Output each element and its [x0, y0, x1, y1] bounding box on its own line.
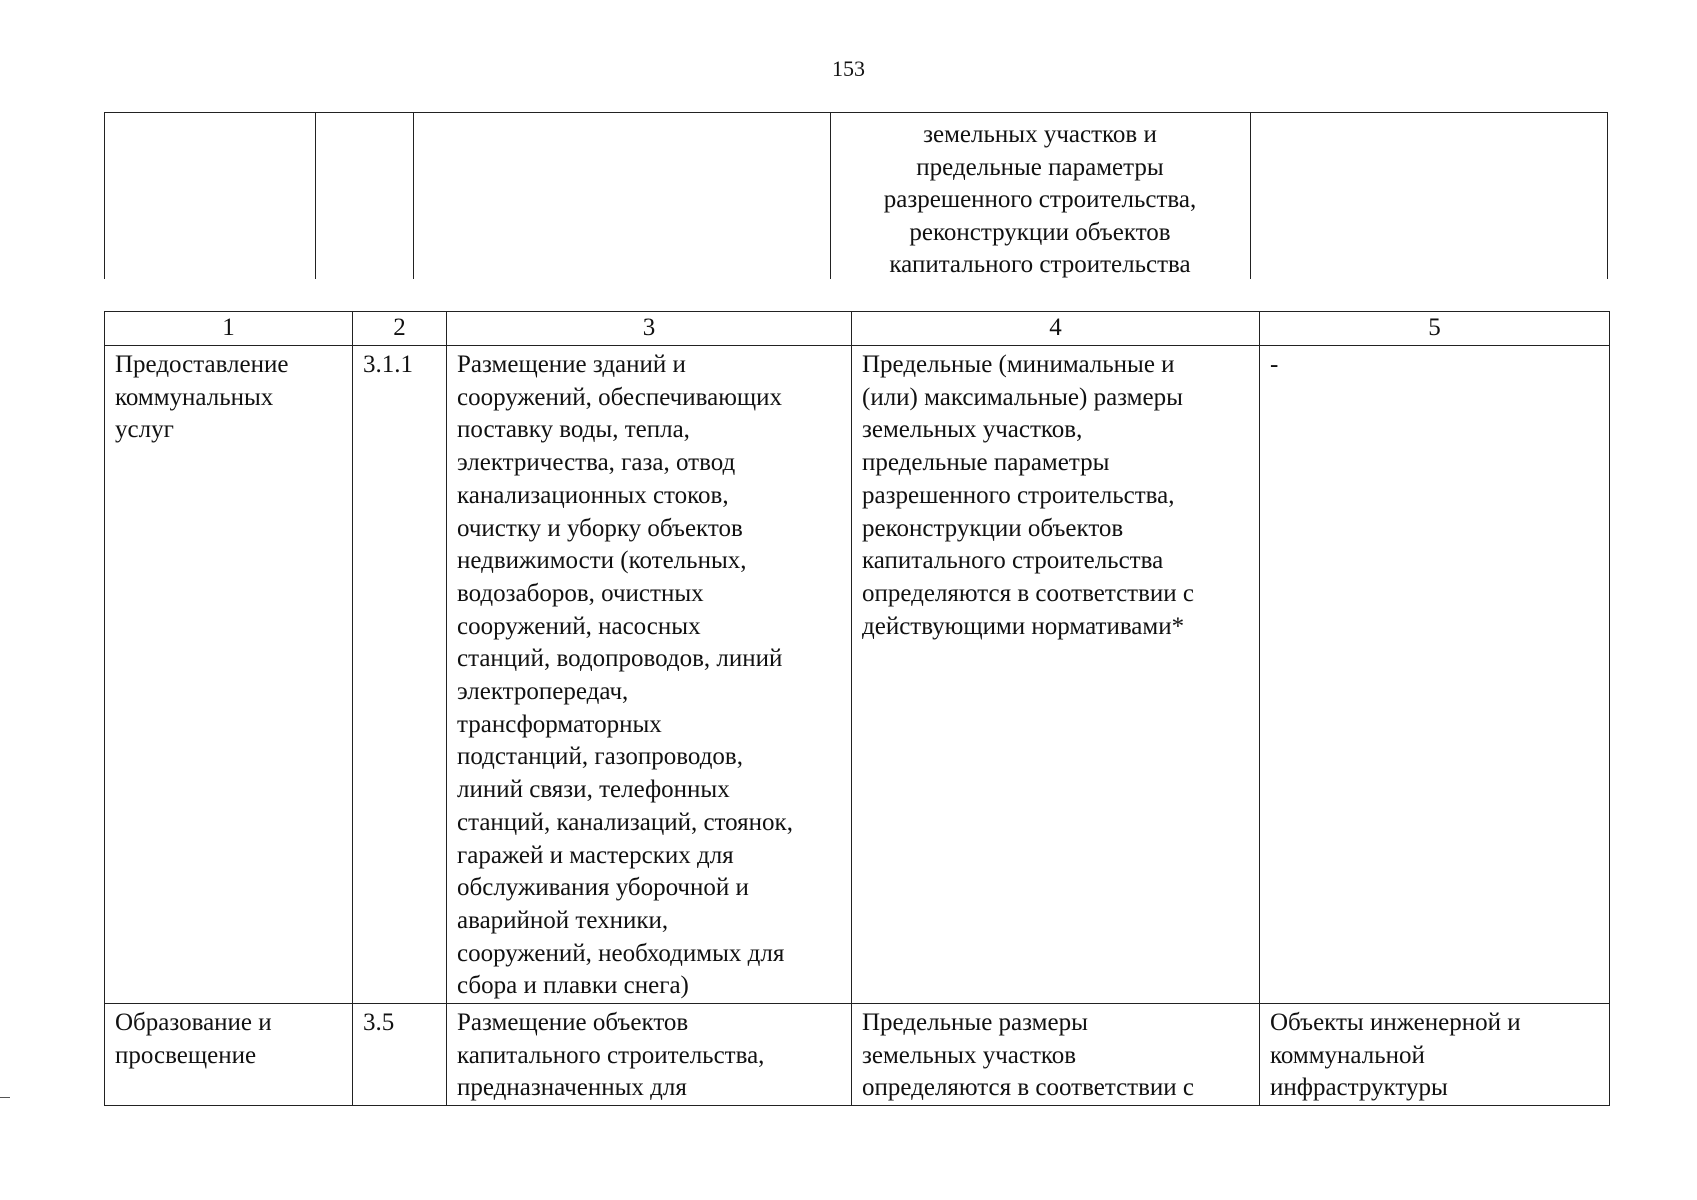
text-line: Размещение объектов — [457, 1009, 689, 1037]
text-line: земельных участков и — [923, 121, 1157, 148]
text-line: предельные параметры — [862, 449, 1110, 477]
table-row — [105, 346, 1610, 1004]
text-line: очистку и уборку объектов — [457, 514, 743, 542]
header-col-5: 5 — [1260, 312, 1610, 346]
parameters-cell — [852, 1004, 1260, 1106]
scan-edge-mark — [0, 1097, 10, 1098]
text-line: - — [1270, 351, 1279, 378]
text-line: трансформаторных — [457, 710, 662, 738]
text-line: инфраструктуры — [1270, 1074, 1448, 1102]
text-line: (или) максимальные) размеры — [862, 383, 1183, 411]
text-line: Предоставление — [115, 351, 289, 378]
header-col-4: 4 — [852, 312, 1260, 346]
text-line: земельных участков — [862, 1041, 1077, 1069]
text-line: капитального строительства, — [457, 1041, 765, 1069]
text-line: линий связи, телефонных — [457, 776, 730, 804]
text-line: земельных участков, — [862, 416, 1083, 444]
continued-table-fragment — [104, 112, 1608, 279]
text-line: электропередач, — [457, 678, 629, 706]
restrictions-cell — [1260, 1004, 1610, 1106]
fragment-divider-2 — [413, 113, 414, 279]
text-line: сооружений, необходимых для — [457, 939, 785, 967]
text-line: обслуживания уборочной и — [457, 874, 749, 902]
text-line: предназначенных для — [457, 1074, 687, 1102]
text-line: определяются в соответствии с — [862, 1074, 1195, 1102]
header-col-1: 1 — [105, 312, 353, 346]
text-line: сооружений, обеспечивающих — [457, 383, 782, 411]
text-line: действующими нормативами* — [862, 612, 1185, 640]
text-line: станций, канализаций, стоянок, — [457, 808, 793, 836]
text-line: недвижимости (котельных, — [457, 547, 747, 575]
text-line: Объекты инженерной и — [1270, 1009, 1521, 1037]
use-name-cell — [105, 1004, 353, 1106]
text-line: аварийной техники, — [457, 906, 669, 934]
use-code-cell: 3.5 — [353, 1004, 447, 1106]
header-row — [105, 312, 1610, 346]
text-line: капитального строительства — [889, 251, 1191, 278]
fragment-col4-text — [830, 119, 1250, 282]
text-line: подстанций, газопроводов, — [457, 743, 743, 771]
text-line: просвещение — [115, 1041, 257, 1069]
text-line: капитального строительства — [862, 547, 1164, 575]
header-col-3: 3 — [447, 312, 852, 346]
header-col-2: 2 — [353, 312, 447, 346]
text-line: Размещение зданий и — [457, 351, 686, 378]
use-name-cell — [105, 346, 353, 1004]
text-line: канализационных стоков, — [457, 481, 729, 509]
use-description-cell — [447, 1004, 852, 1106]
fragment-divider-4 — [1250, 113, 1251, 279]
table-row — [105, 1004, 1610, 1106]
text-line: коммунальных — [115, 383, 274, 411]
text-line: определяются в соответствии с — [862, 579, 1195, 607]
text-line: услуг — [115, 416, 174, 444]
text-line: сбора и плавки снега) — [457, 972, 689, 1000]
page-number: 153 — [832, 56, 865, 81]
text-line: реконструкции объектов — [909, 218, 1171, 246]
parameters-cell — [852, 346, 1260, 1004]
text-line: предельные параметры — [916, 153, 1164, 181]
text-line: разрешенного строительства, — [883, 186, 1197, 213]
restrictions-cell — [1260, 346, 1610, 1004]
text-line: водозаборов, очистных — [457, 579, 704, 607]
text-line: разрешенного строительства, — [862, 481, 1175, 509]
land-use-table — [104, 311, 1610, 1106]
text-line: электричества, газа, отвод — [457, 449, 736, 477]
text-line: Предельные (минимальные и — [862, 351, 1175, 378]
fragment-border-right — [1607, 113, 1608, 279]
text-line: поставку воды, тепла, — [457, 416, 690, 444]
use-code-cell: 3.1.1 — [353, 346, 447, 1004]
text-line: гаражей и мастерских для — [457, 841, 734, 869]
fragment-divider-1 — [315, 113, 316, 279]
text-line: станций, водопроводов, линий — [457, 645, 783, 673]
use-description-cell — [447, 346, 852, 1004]
text-line: коммунальной — [1270, 1041, 1425, 1069]
text-line: Образование и — [115, 1009, 272, 1037]
text-line: Предельные размеры — [862, 1009, 1088, 1037]
text-line: сооружений, насосных — [457, 612, 701, 640]
text-line: реконструкции объектов — [862, 514, 1124, 542]
fragment-border-left — [104, 113, 105, 279]
